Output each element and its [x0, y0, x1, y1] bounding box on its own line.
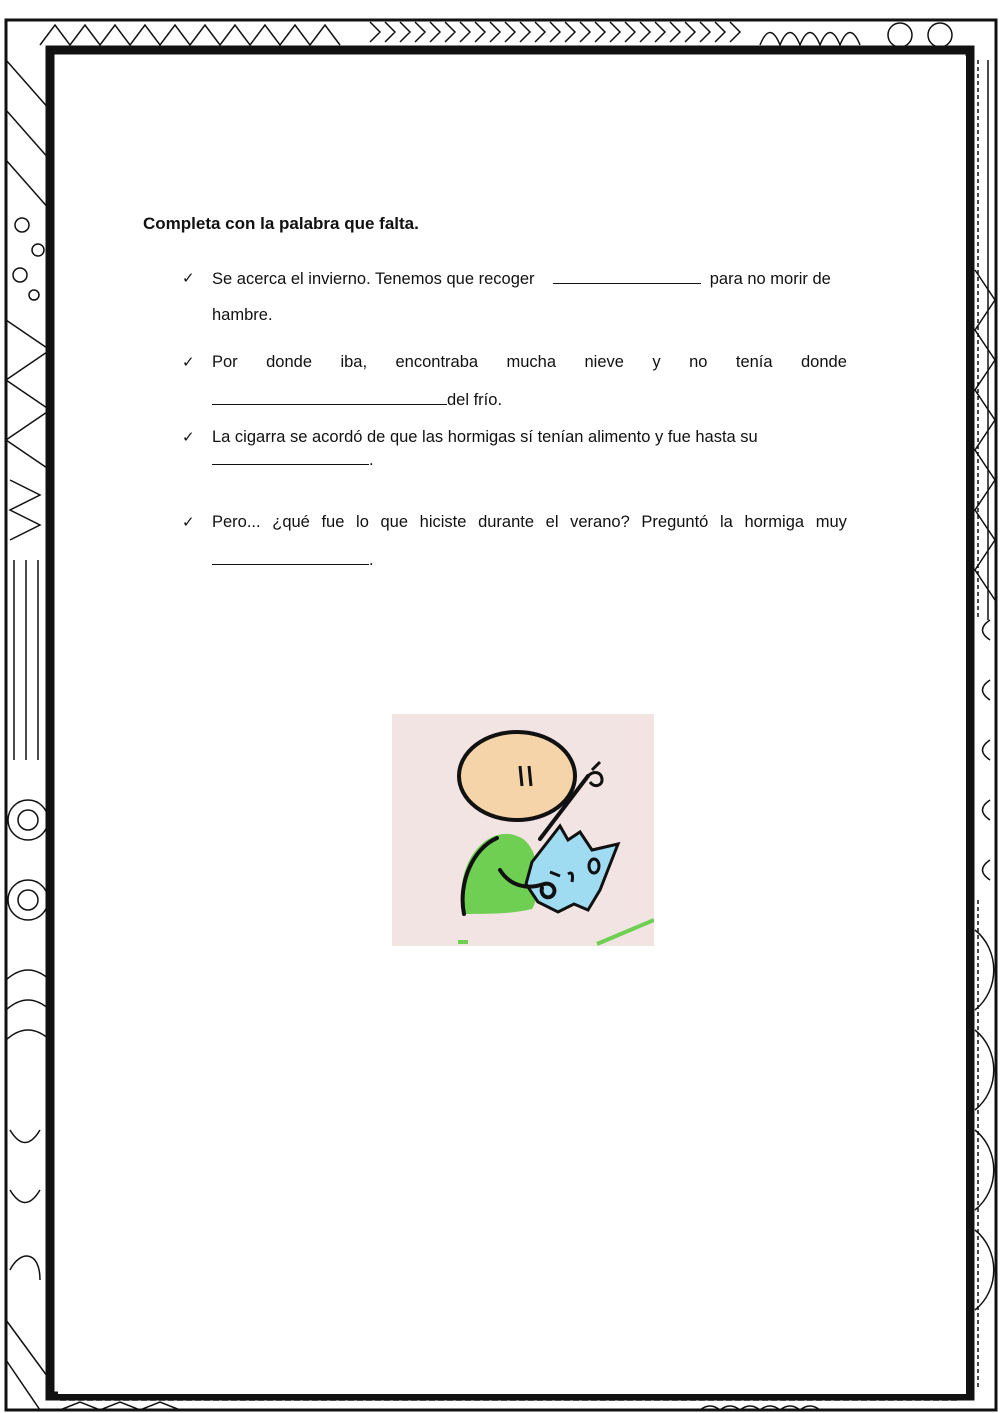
checkmark-icon: ✓ [182, 353, 195, 371]
item-1-line-2: hambre. [212, 306, 273, 324]
word: tenía [735, 353, 773, 371]
checkmark-icon: ✓ [182, 269, 195, 287]
worksheet-title: Completa con la palabra que falta. [143, 214, 419, 233]
answer-blank-1[interactable] [553, 269, 701, 284]
item-3-text-after: . [369, 451, 374, 469]
answer-blank-3[interactable] [212, 450, 369, 465]
word: iba, [340, 353, 368, 371]
word: lo [356, 513, 369, 531]
word: Por [212, 353, 238, 371]
answer-blank-4[interactable] [212, 550, 369, 565]
word: hormiga [744, 513, 805, 531]
checkmark-icon: ✓ [182, 513, 195, 531]
word: encontraba [395, 353, 479, 371]
word: nieve [584, 353, 624, 371]
word: mucha [506, 353, 557, 371]
word: y [652, 353, 661, 371]
word: fue [321, 513, 345, 531]
word: no [689, 353, 708, 371]
word: que [380, 513, 409, 531]
word: durante [478, 513, 535, 531]
item-4-text-after: . [369, 551, 374, 569]
illustration-cricket-reading [392, 714, 654, 946]
answer-blank-2[interactable] [212, 390, 447, 405]
word: donde [266, 353, 313, 371]
word: ¿qué [272, 513, 310, 531]
word: la [719, 513, 733, 531]
word: Pero... [212, 513, 261, 531]
word: hiciste [419, 513, 467, 531]
item-1-text-before: Se acerca el invierno. Tenemos que recoger [212, 270, 535, 288]
word: el [545, 513, 559, 531]
item-1-text-after: para no morir de [709, 270, 831, 288]
item-2-text-after: del frío. [447, 391, 503, 409]
word: donde [801, 353, 847, 371]
word: Preguntó [641, 513, 709, 531]
checkmark-icon: ✓ [182, 428, 195, 446]
item-4-line-1 [212, 513, 847, 532]
word: verano? [570, 513, 630, 531]
item-2-line-1 [212, 353, 847, 372]
word: muy [815, 513, 847, 531]
item-3-line-1: La cigarra se acordó de que las hormigas sí tenían alimento y fue hasta su [212, 428, 758, 446]
